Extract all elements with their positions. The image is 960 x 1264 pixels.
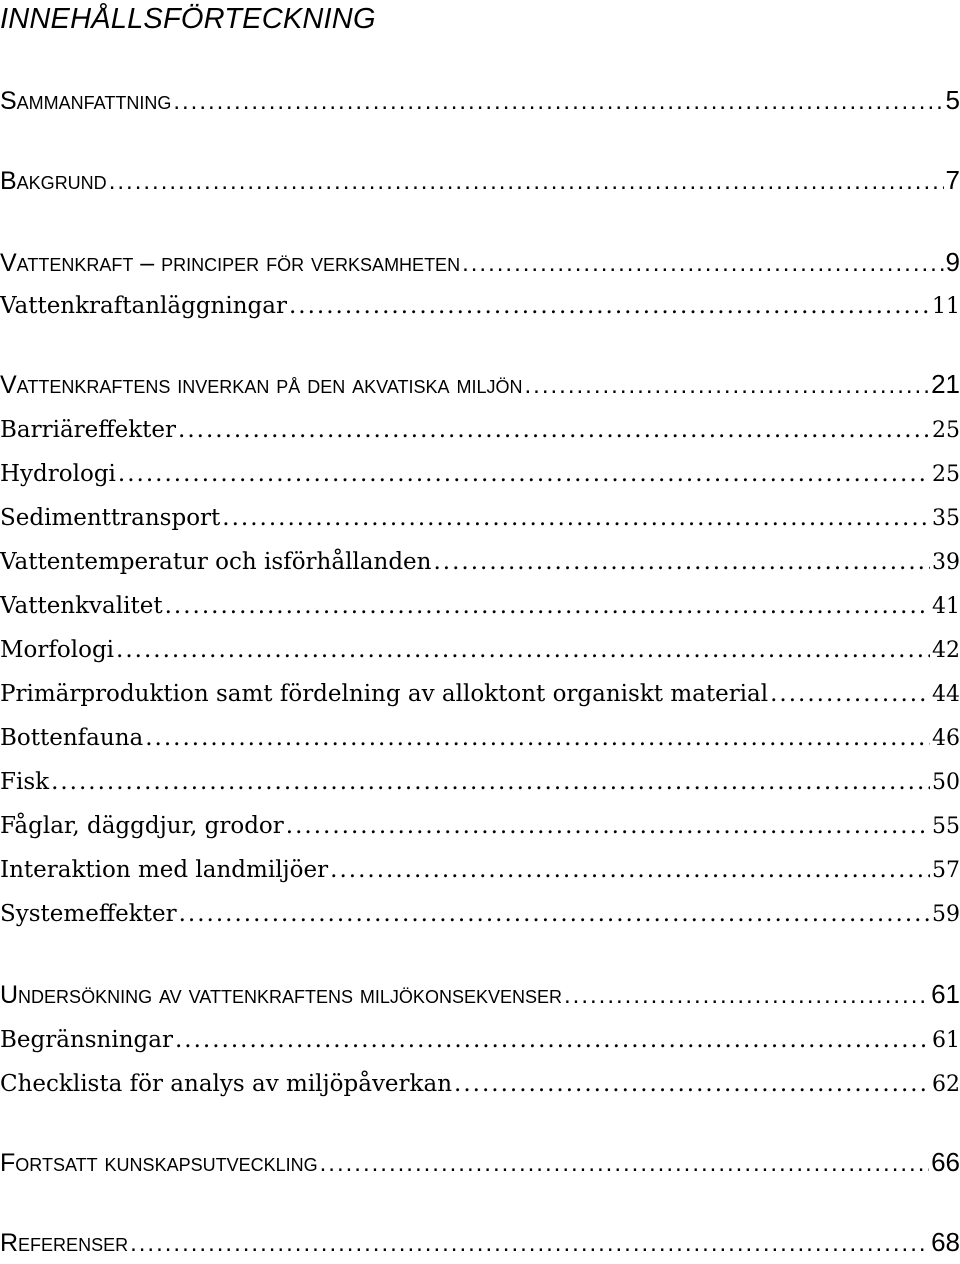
dot-leader: [433, 540, 930, 584]
page-title: INNEHÅLLSFÖRTECKNING: [0, 3, 376, 35]
toc-section-entry[interactable]: [0, 364, 960, 404]
toc-entry-label: Barriäreffekter: [0, 417, 177, 443]
toc-entry-label: Systemeffekter: [0, 901, 177, 927]
dot-leader: [178, 408, 930, 452]
toc-subsection-entry[interactable]: [0, 892, 960, 936]
toc-subsection-entry[interactable]: [0, 540, 960, 584]
toc-page-number: 42: [932, 638, 960, 663]
toc-subsection-entry[interactable]: [0, 1062, 960, 1106]
dot-leader: [51, 760, 930, 804]
toc-page-number: 57: [932, 858, 960, 883]
toc-subsection-entry[interactable]: [0, 804, 960, 848]
dot-leader: [286, 804, 930, 848]
dot-leader: [330, 848, 930, 892]
dot-leader: [145, 716, 930, 760]
toc-subsection-entry[interactable]: [0, 1018, 960, 1062]
dot-leader: [179, 892, 930, 936]
toc-section-entry[interactable]: [0, 80, 960, 120]
dot-leader: [222, 496, 930, 540]
toc-page-number: 39: [932, 550, 960, 575]
toc-section-entry[interactable]: [0, 974, 960, 1014]
toc-page-number: 35: [932, 506, 960, 531]
toc-entry-label: Primärproduktion samt fördelning av alloktont organiskt material: [0, 681, 769, 707]
toc-entry-label: Vattenkraft – principer för verksamheten: [0, 249, 461, 277]
toc-entry-label: Sammanfattning: [0, 87, 172, 115]
toc-page-number: 5: [945, 85, 960, 115]
toc-section-entry[interactable]: [0, 242, 960, 282]
dot-leader: [175, 1018, 930, 1062]
toc-section-entry[interactable]: [0, 1142, 960, 1182]
toc-page-number: 46: [932, 726, 960, 751]
toc-page-number: 55: [932, 814, 960, 839]
toc-section-entry[interactable]: [0, 160, 960, 200]
toc-page-number: 11: [932, 294, 960, 319]
toc-subsection-entry[interactable]: [0, 848, 960, 892]
toc-subsection-entry[interactable]: [0, 452, 960, 496]
toc-entry-label: Undersökning av vattenkraftens miljökonsekvenser: [0, 981, 562, 1009]
dot-leader: [289, 284, 930, 328]
toc-page-number: 25: [932, 462, 960, 487]
toc-entry-label: Sedimenttransport: [0, 505, 221, 531]
toc-page-number: 21: [931, 369, 960, 399]
toc-page-number: 59: [932, 902, 960, 927]
toc-entry-label: Referenser: [0, 1229, 129, 1257]
dot-leader: [770, 672, 930, 716]
toc-subsection-entry[interactable]: [0, 760, 960, 804]
toc-entry-label: Morfologi: [0, 637, 115, 663]
toc-page-number: 50: [932, 770, 960, 795]
toc-subsection-entry[interactable]: [0, 584, 960, 628]
dot-leader: [320, 1144, 929, 1184]
toc-section-entry[interactable]: [0, 1222, 960, 1262]
toc-subsection-entry[interactable]: [0, 408, 960, 452]
toc-page-number: 44: [932, 682, 960, 707]
toc-entry-label: Interaktion med landmiljöer: [0, 857, 329, 883]
dot-leader: [454, 1062, 930, 1106]
dot-leader: [462, 244, 943, 284]
toc-entry-label: Bakgrund: [0, 167, 107, 195]
toc-page-number: 68: [931, 1227, 960, 1257]
toc-page-number: 25: [932, 418, 960, 443]
toc-subsection-entry[interactable]: [0, 672, 960, 716]
toc-entry-label: Vattentemperatur och isförhållanden: [0, 549, 432, 575]
toc-page-number: 62: [932, 1072, 960, 1097]
dot-leader: [173, 82, 943, 122]
toc-entry-label: Fåglar, däggdjur, grodor: [0, 813, 284, 839]
toc-page-number: 61: [932, 1028, 960, 1053]
toc-entry-label: Hydrologi: [0, 461, 116, 487]
toc-page-number: 61: [931, 979, 960, 1009]
toc-entry-label: Checklista för analys av miljöpåverkan: [0, 1071, 453, 1097]
dot-leader: [525, 366, 930, 406]
toc-page-number: 66: [931, 1147, 960, 1177]
dot-leader: [165, 584, 930, 628]
toc-entry-label: Bottenfauna: [0, 725, 144, 751]
toc-subsection-entry[interactable]: [0, 284, 960, 328]
toc-page-number: 7: [945, 165, 960, 195]
toc-entry-label: Vattenkvalitet: [0, 593, 163, 619]
dot-leader: [116, 628, 930, 672]
toc-subsection-entry[interactable]: [0, 716, 960, 760]
toc-entry-label: Fortsatt kunskapsutveckling: [0, 1149, 318, 1177]
toc-entry-label: Vattenkraftanläggningar: [0, 293, 287, 319]
dot-leader: [109, 162, 944, 202]
toc-subsection-entry[interactable]: [0, 628, 960, 672]
dot-leader: [564, 976, 929, 1016]
dot-leader: [130, 1224, 929, 1264]
toc-page-number: 9: [945, 247, 960, 277]
dot-leader: [118, 452, 930, 496]
toc-entry-label: Begränsningar: [0, 1027, 173, 1053]
toc-page-number: 41: [932, 594, 960, 619]
toc-subsection-entry[interactable]: [0, 496, 960, 540]
toc-entry-label: Vattenkraftens inverkan på den akvatiska miljön: [0, 371, 523, 399]
toc-entry-label: Fisk: [0, 769, 50, 795]
